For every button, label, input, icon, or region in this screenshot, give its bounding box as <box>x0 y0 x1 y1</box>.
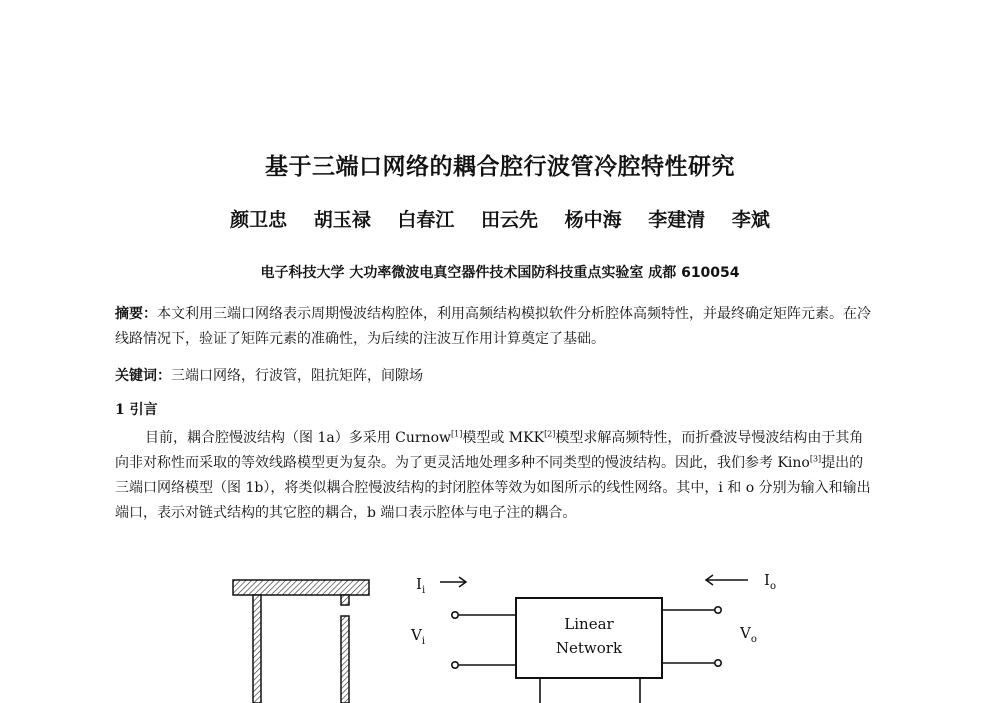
network-label-line1: Linear <box>564 615 614 633</box>
author-name: 田云先 <box>480 209 538 231</box>
keywords-text: 三端口网络，行波管，阻抗矩阵，间隙场 <box>171 368 423 384</box>
three-port-network-diagram <box>410 571 776 703</box>
paper-title: 基于三端口网络的耦合腔行波管冷腔特性研究 <box>265 154 735 180</box>
figure-1 <box>0 560 1000 703</box>
network-label-line2: Network <box>555 639 623 657</box>
section-heading: 1 引言 <box>115 402 158 418</box>
affiliation: 电子科技大学 大功率微波电真空器件技术国防科技重点实验室 成都 610054 <box>260 265 740 281</box>
input-current-label: $I_i$ <box>416 575 426 596</box>
author-name: 李建清 <box>648 209 706 231</box>
abstract-text: 本文利用三端口网络表示周期慢波结构腔体，利用高频结构模拟软件分析腔体高频特性，并最终确定矩阵元素。在冷线路情况下，验证了矩阵元素的准确性，为后续的注波互作用计算奠定了基础。 <box>115 306 871 347</box>
intro-paragraph <box>115 426 875 526</box>
author-name: 李斌 <box>731 209 770 231</box>
input-voltage-label: $V_i$ <box>411 626 426 647</box>
abstract-label: 摘要： <box>115 306 157 322</box>
author-name: 胡玉禄 <box>313 209 371 231</box>
input-port-terminal <box>452 612 458 618</box>
output-port-terminal <box>715 607 721 613</box>
input-port-terminal <box>452 662 458 668</box>
keywords-label: 关键词： <box>115 368 171 384</box>
citation: [2] <box>544 429 556 439</box>
author-name: 白春江 <box>397 209 455 231</box>
abstract <box>115 302 875 352</box>
output-voltage-label: $V_o$ <box>740 624 757 645</box>
intro-text: 目前，耦合腔慢波结构（图 1a）多采用 Curnow <box>145 430 452 446</box>
citation: [1] <box>451 429 463 439</box>
linear-network-box <box>516 598 662 678</box>
author-list <box>0 205 1000 232</box>
citation: [3] <box>809 454 822 464</box>
keywords <box>115 364 875 389</box>
intro-text: 模型或 MKK <box>462 430 545 446</box>
output-current-label: $I_o$ <box>764 571 776 592</box>
intro-text: 模型求解高频特性，而折叠波导慢波结构由于其角向非对称性而采取的等效线路模型更为复杂。为了更灵活地处理多种不同类型的慢波结构。因此，我们参考 Kino <box>115 430 864 471</box>
author-name: 杨中海 <box>564 209 622 231</box>
output-port-terminal <box>715 660 721 666</box>
intro-text: 提出的三端口网络模型（图 1b），将类似耦合腔慢波结构的封闭腔体等效为如图所示的线性网络。其中，i 和 o 分别为输入和输出端口，表示对链式结构的其它腔的耦合，b 端口表示腔体与电子注的耦合。 <box>115 455 871 521</box>
author-name: 颜卫忠 <box>230 209 288 231</box>
cavity-structure-drawing <box>233 580 369 703</box>
